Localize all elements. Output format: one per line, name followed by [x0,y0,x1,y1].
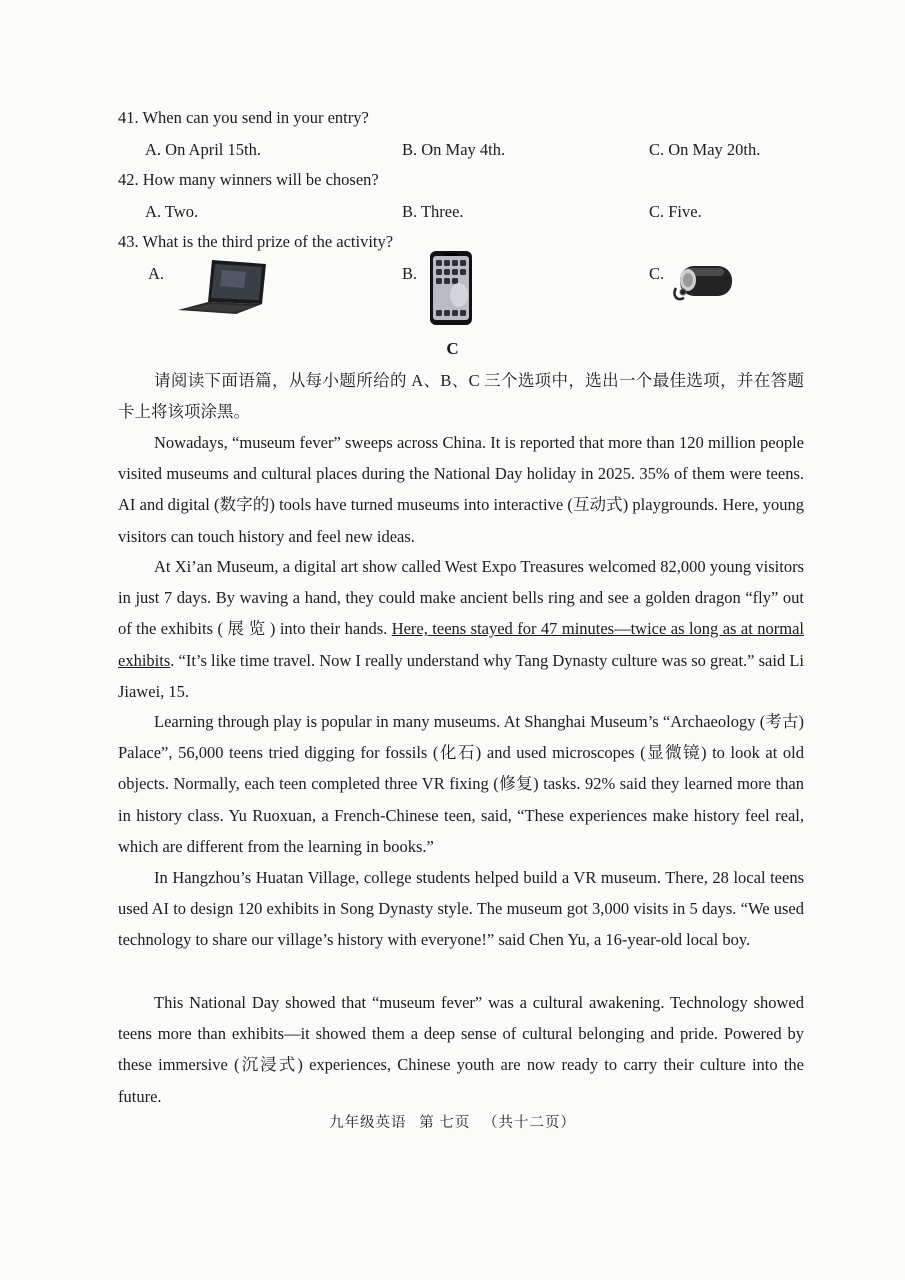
passage-paragraph-1: Nowadays, “museum fever” sweeps across China. It is reported that more than 120 million people visited museums and cultural places during the National Day holiday in 2025. 35% of them were teens. AI and digital (数字的) tools have turned museums into interactive (互动式) playgrounds. Here, young visitors can touch history and feel new ideas. [118,433,804,546]
passage-paragraph-3: Learning through play is popular in many museums. At Shanghai Museum’s “Archaeology (考古) Palace”, 56,000 teens tried digging for fossils (化石) and used microscopes (显微镜) to look at old objects. Normally, each teen completed three VR fixing (修复) tasks. 92% said they learned more than in history class. Yu Ruoxuan, a French-Chinese teen, said, “These experiences make history feel real, which are different from the learning in books.” [118,712,804,856]
speaker-icon [670,258,734,304]
q42-option-b: B. Three. [402,202,464,221]
q41-option-b: B. On May 4th. [402,140,506,159]
smartphone-icon [429,250,473,326]
passage-paragraph-5: This National Day showed that “museum fever” was a cultural awakening. Technology showed teens more than exhibits—it showed them a deep sense of cultural belonging and pride. Powered by these immersive (沉浸式) experiences, Chinese youth are now ready to carry their culture into the future. [118,993,804,1106]
q41-option-a: A. On April 15th. [145,140,261,159]
q43-option-c-label: C. [649,264,665,283]
underlined-sentence: Here, teens stayed for 47 minutes—twice as long as at normal exhibits [118,619,804,670]
passage-paragraph-4: In Hangzhou’s Huatan Village, college students helped build a VR museum. There, 28 local teens used AI to design 120 exhibits in Song Dynasty style. The museum got 3,000 visits in 5 days. “We used technology to share our village’s history with everyone!” said Chen Yu, a 16-year-old local boy. [118,868,804,950]
question-42: 42. How many winners will be chosen? [118,170,379,189]
passage-paragraph-2 [118,551,804,707]
question-43: 43. What is the third prize of the activity? [118,232,394,251]
q42-option-c: C. Five. [649,202,702,221]
page-footer [0,1111,905,1132]
footer-page-number: 第 七页 [419,1115,471,1131]
paragraph-2-text-end: . “It’s like time travel. Now I really understand why Tang Dynasty culture was so great.” said Li Jiawei, 15. [118,650,804,701]
section-instruction: 请阅读下面语篇，从每小题所给的 A、B、C 三个选项中，选出一个最佳选项，并在答题卡上将该项涂黑。 [118,371,804,422]
paragraph-2-text-start: At Xi’an Museum, a digital art show called West Expo Treasures welcomed 82,000 young visitors in just 7 days. By waving a hand, they could make ancient bells ring and see a golden dragon “fly” out of the exhibits ( 展 览 ) into their hands. [118,557,804,639]
laptop-icon [176,258,268,316]
footer-subject: 九年级英语 [329,1115,407,1131]
q43-option-b-label: B. [402,264,418,283]
footer-total-pages: （共十二页） [482,1115,576,1131]
section-title: C [446,339,459,358]
q42-option-a: A. Two. [145,202,199,221]
q43-option-a-label: A. [148,264,165,283]
q41-option-c: C. On May 20th. [649,140,761,159]
question-41: 41. When can you send in your entry? [118,108,369,127]
